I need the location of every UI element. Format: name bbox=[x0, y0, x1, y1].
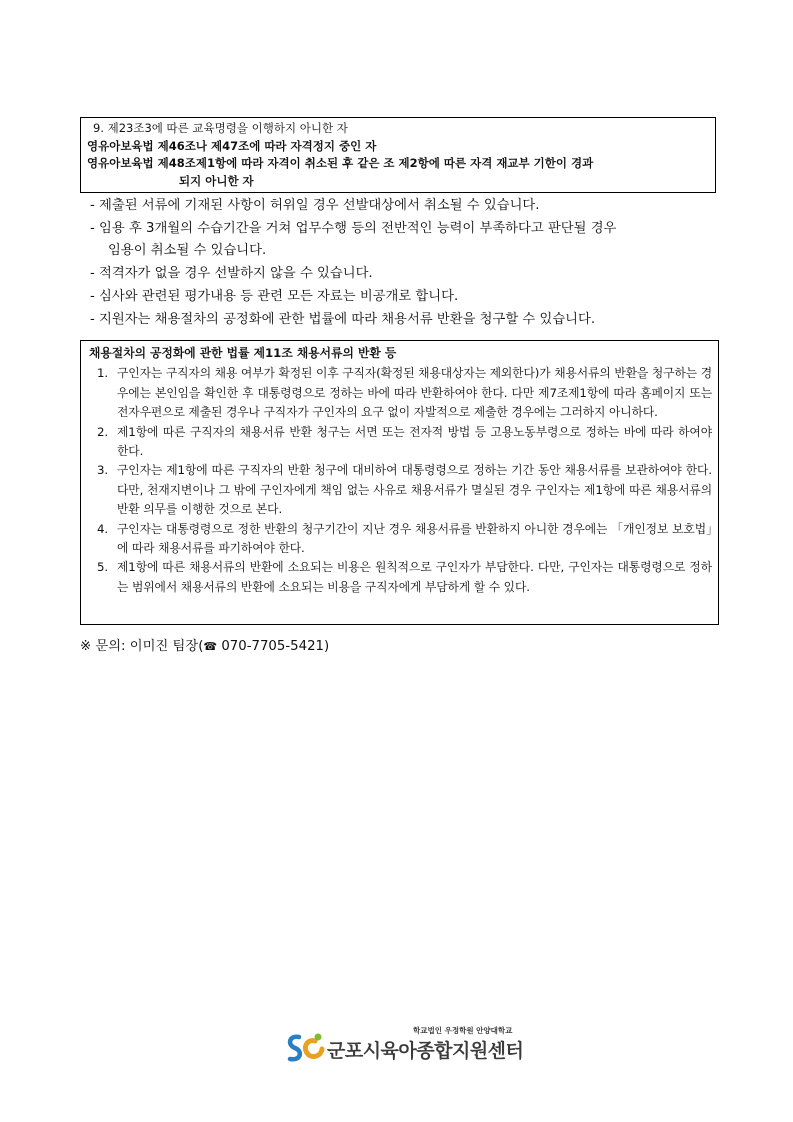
logo-name: 군포시육아종합지원센터 bbox=[327, 1040, 524, 1062]
law-title: 채용절차의 공정화에 관한 법률 제11조 채용서류의 반환 등 bbox=[89, 346, 397, 360]
disqualification-line-3-cont: 되지 아니한 자 bbox=[179, 173, 254, 188]
law-item-number: 2. bbox=[97, 424, 109, 439]
law-item-number: 4. bbox=[97, 521, 109, 536]
law-item-text: 제1항에 따른 채용서류의 반환에 소요되는 비용은 원칙적으로 구인자가 부담한다. 다만, 구인자는 대통령령으로 정하는 범위에서 채용서류의 반환에 소요되는 비용을 구직자에게 부담하게 할 수 있다. bbox=[117, 560, 712, 594]
notice-bullet-3: - 적격자가 없을 경우 선발하지 않을 수 있습니다. bbox=[90, 266, 373, 281]
notice-bullet-2: - 임용 후 3개월의 수습기간을 거쳐 업무수행 등의 전반적인 능력이 부족하다고 판단될 경우 bbox=[90, 221, 617, 236]
law-item-number: 1. bbox=[97, 366, 109, 381]
notice-bullet-2-cont-text: 임용이 취소될 수 있습니다. bbox=[108, 243, 267, 258]
logo-mark-icon bbox=[285, 1031, 327, 1065]
disqualification-box bbox=[80, 117, 716, 193]
contact-number: 070-7705-5421) bbox=[217, 639, 330, 654]
notice-bullet-4: - 심사와 관련된 평가내용 등 관련 모든 자료는 비공개로 합니다. bbox=[90, 289, 459, 304]
disqualification-line-3: 영유아보육법 제48조제1항에 따라 자격이 취소된 후 같은 조 제2항에 따른 자격 재교부 기한이 경과 bbox=[87, 156, 594, 170]
phone-icon: ☎ bbox=[203, 640, 218, 653]
contact-label: ※ 문의: 이미진 팀장( bbox=[80, 639, 204, 654]
law-item bbox=[87, 461, 712, 519]
law-item-number: 5. bbox=[97, 560, 109, 575]
logo-subtitle: 학교법인 우정학원 안양대학교 bbox=[413, 1026, 513, 1035]
law-item-text: 구인자는 대통령령으로 정한 반환의 청구기간이 지난 경우 채용서류를 반환하지 아니한 경우에는 「개인정보 보호법」에 따라 채용서류를 파기하여야 한다. bbox=[117, 521, 712, 556]
contact-info bbox=[80, 637, 329, 657]
law-item bbox=[87, 364, 712, 422]
item-9: 9. 제23조3에 따른 교육명령을 이행하지 아니한 자 bbox=[93, 121, 348, 135]
notice-bullet-1: - 제출된 서류에 기재된 사항이 허위일 경우 선발대상에서 취소될 수 있습니다. bbox=[90, 198, 540, 213]
law-item bbox=[87, 423, 712, 462]
law-item bbox=[87, 558, 712, 597]
law-item-text: 제1항에 따른 구직자의 채용서류 반환 청구는 서면 또는 전자적 방법 등 고용노동부령으로 정하는 바에 따라 하여야 한다. bbox=[117, 424, 712, 459]
law-item-text: 구인자는 제1항에 따른 구직자의 반환 청구에 대비하여 대통령령으로 정하는 기간 동안 채용서류를 보관하여야 한다. 다만, 천재지변이나 그 밖에 구인자에게 책임 없는 사유로 채용서류가 멸실된 경우 구인자는 제1항에 따른 채용서류의 반환 의무를 이행한 것으로 본다. bbox=[117, 463, 712, 517]
notice-bullet-2-cont bbox=[90, 240, 720, 262]
law-item-text: 구인자는 구직자의 채용 여부가 확정된 이후 구직자(확정된 채용대상자는 제외한다)가 채용서류의 반환을 청구하는 경우에는 본인임을 확인한 후 대통령령으로 정하는 바에 따라 반환하여야 한다. 다만 제7조제1항에 따라 홈페이지 또는 전자우편으로 제출된 경우나 구직자가 구인자의 요구 없이 자발적으로 제출한 경우에는 그러하지 아니하다. bbox=[117, 366, 713, 420]
center-logo bbox=[285, 1025, 524, 1067]
law-item-number: 3. bbox=[97, 463, 109, 478]
disqualification-line-2: 영유아보육법 제46조나 제47조에 따라 자격정지 중인 자 bbox=[87, 138, 377, 153]
law-box bbox=[80, 340, 719, 625]
law-item bbox=[87, 520, 712, 559]
notice-bullet-5: - 지원자는 채용절차의 공정화에 관한 법률에 따라 채용서류 반환을 청구할 수 있습니다. bbox=[90, 312, 596, 327]
